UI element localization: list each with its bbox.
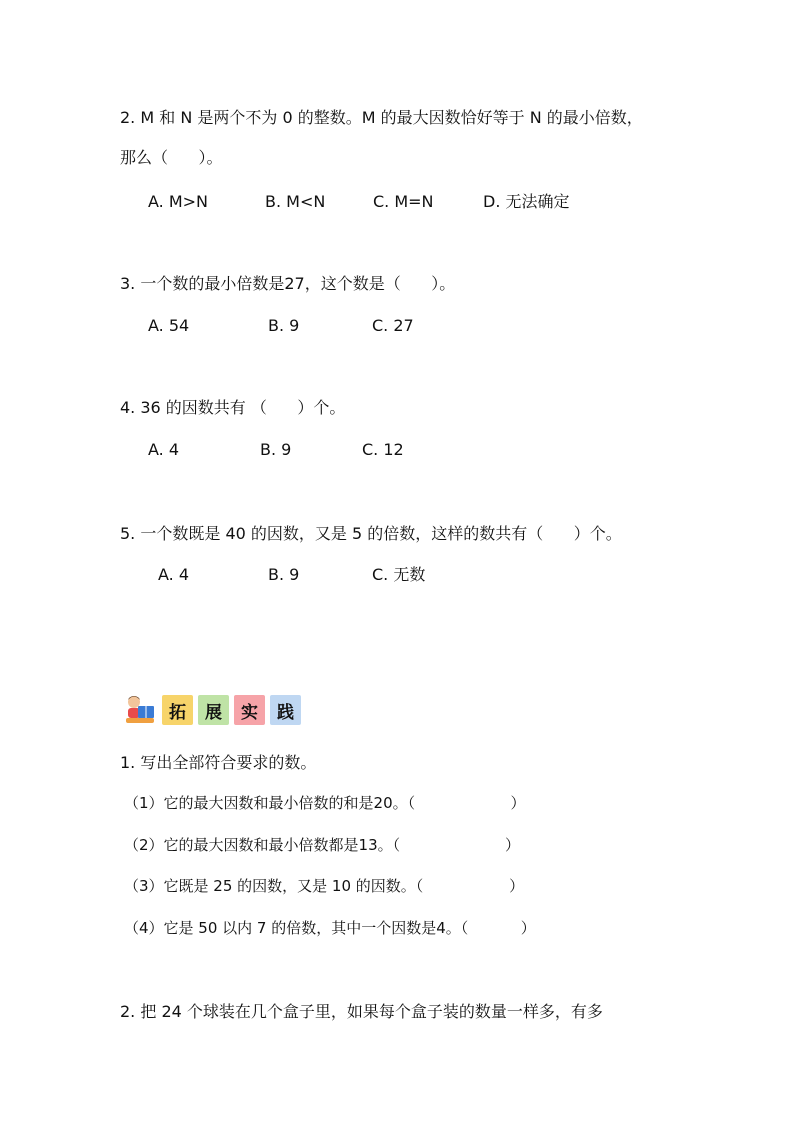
p1-item-1: （1）它的最大因数和最小倍数的和是20。（ ） [124,794,526,812]
q3-stem: 3. 一个数的最小倍数是27，这个数是（ ）。 [120,274,456,293]
q5-stem: 5. 一个数既是 40 的因数，又是 5 的倍数，这样的数共有（ ）个。 [120,524,622,543]
p1-item-2: （2）它的最大因数和最小倍数都是13。（ ） [124,836,521,854]
badge-zhan: 展 [198,695,229,725]
q3-option-c: C. 27 [372,316,414,335]
badge-shi: 实 [234,695,265,725]
q4-option-c: C. 12 [362,440,404,459]
badge-jian: 践 [270,695,301,725]
q4-option-a: A. 4 [148,440,180,459]
badge-tuo: 拓 [162,695,193,725]
p2-stem: 2. 把 24 个球装在几个盒子里，如果每个盒子装的数量一样多，有多 [120,1002,603,1021]
q5-option-a: A. 4 [158,565,190,584]
q5-option-c: C. 无数 [372,565,426,584]
q2-option-a: A. M>N [148,192,209,211]
p1-item-4: （4）它是 50 以内 7 的倍数，其中一个因数是4。（ ） [124,919,536,937]
q2-stem-line1: 2. M 和 N 是两个不为 0 的整数。M 的最大因数恰好等于 N 的最小倍数， [120,108,643,127]
q3-option-b: B. 9 [268,316,300,335]
reading-child-icon [124,694,158,726]
q2-stem-line2: 那么（ ）。 [120,148,223,167]
q4-option-b: B. 9 [260,440,292,459]
section-header-extension-practice [124,694,306,726]
q4-stem: 4. 36 的因数共有 （ ）个。 [120,398,346,417]
p1-stem: 1. 写出全部符合要求的数。 [120,753,317,772]
q5-option-b: B. 9 [268,565,300,584]
p1-item-3: （3）它既是 25 的因数，又是 10 的因数。（ ） [124,877,525,895]
q2-option-b: B. M<N [265,192,326,211]
q3-option-a: A. 54 [148,316,190,335]
q2-option-c: C. M=N [373,192,434,211]
q2-option-d: D. 无法确定 [483,192,570,211]
